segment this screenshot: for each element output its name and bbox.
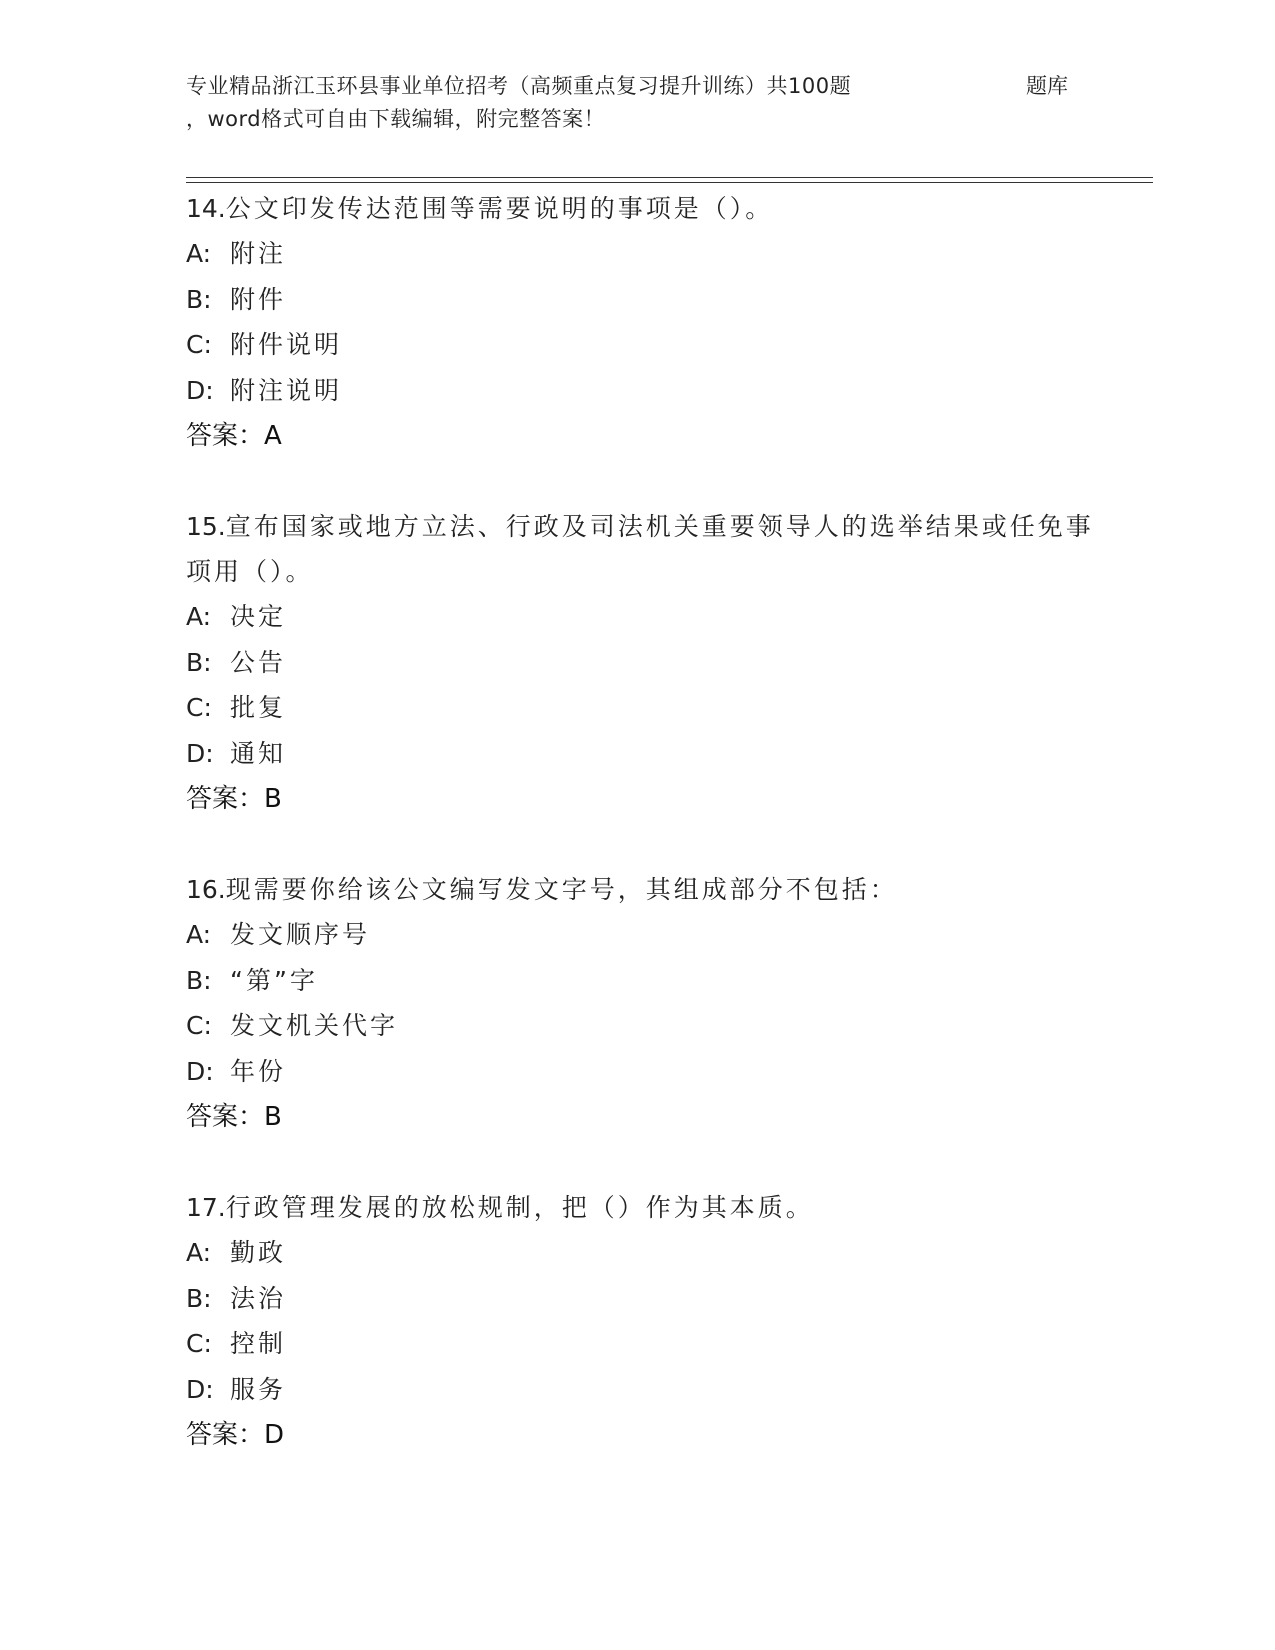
option-d <box>186 1049 1116 1095</box>
answer-value: B <box>264 784 282 814</box>
answer-value: A <box>264 421 282 451</box>
option-text: 决定 <box>230 602 287 631</box>
option-letter: C: <box>186 693 212 722</box>
option-letter: A: <box>186 1238 212 1267</box>
option-text: 批复 <box>230 693 287 722</box>
question-item <box>186 1185 1116 1458</box>
question-number: 17. <box>186 1193 226 1222</box>
answer-line <box>186 1412 1116 1458</box>
option-c <box>186 1003 1116 1049</box>
page-header <box>186 70 1146 136</box>
option-b <box>186 958 1116 1004</box>
option-a <box>186 1230 1116 1276</box>
question-spacer <box>186 459 1116 504</box>
option-text: 控制 <box>230 1329 287 1358</box>
option-b <box>186 640 1116 686</box>
option-text: 附件 <box>230 284 287 314</box>
option-text: 附件说明 <box>230 330 343 359</box>
option-letter: C: <box>186 1011 212 1040</box>
question-item <box>186 186 1116 459</box>
option-text: 发文顺序号 <box>230 920 371 949</box>
question-stem <box>186 867 1116 912</box>
question-list <box>186 186 1116 1458</box>
answer-label: 答案： <box>186 1102 265 1132</box>
option-letter: D: <box>186 1056 214 1086</box>
question-spacer <box>186 1140 1116 1185</box>
option-letter: C: <box>186 330 212 359</box>
option-letter: A: <box>186 920 212 949</box>
option-letter: B: <box>186 284 212 314</box>
option-a <box>186 231 1116 277</box>
option-letter: D: <box>186 1374 214 1404</box>
answer-value: D <box>264 1420 285 1450</box>
option-c <box>186 685 1116 731</box>
option-letter: B: <box>186 647 212 677</box>
option-text: 附注说明 <box>230 375 343 405</box>
question-number: 16. <box>186 875 226 904</box>
question-stem <box>186 1185 1116 1230</box>
question-text: 现需要你给该公文编写发文字号，其组成部分不包括： <box>225 875 898 904</box>
option-letter: B: <box>186 1283 212 1313</box>
answer-label: 答案： <box>186 1420 265 1450</box>
option-text: 法治 <box>230 1283 287 1313</box>
document-title: 专业精品浙江玉环县事业单位招考（高频重点复习提升训练）共100题 <box>186 74 852 98</box>
option-letter: C: <box>186 1329 212 1358</box>
option-text: 服务 <box>230 1374 287 1404</box>
option-c <box>186 322 1116 368</box>
option-d <box>186 1367 1116 1413</box>
option-letter: D: <box>186 738 214 768</box>
header-line <box>186 70 1146 103</box>
question-stem <box>186 186 1116 231</box>
answer-line <box>186 776 1116 822</box>
answer-line <box>186 1094 1116 1140</box>
option-text: 勤政 <box>230 1238 287 1267</box>
answer-label: 答案： <box>186 421 265 451</box>
option-a <box>186 912 1116 958</box>
option-text: 年份 <box>230 1056 287 1086</box>
question-text: 行政管理发展的放松规制，把（）作为其本质。 <box>225 1193 814 1222</box>
option-d <box>186 368 1116 414</box>
option-text: 公告 <box>230 647 287 677</box>
question-number: 15. <box>186 512 226 541</box>
option-text: 发文机关代字 <box>230 1011 399 1040</box>
option-text: 通知 <box>230 738 287 768</box>
option-c <box>186 1321 1116 1367</box>
header-right-label: 题库 <box>1026 74 1068 98</box>
document-subtitle: ，word格式可自由下载编辑，附完整答案！ <box>186 107 606 131</box>
header-divider-top <box>186 177 1153 178</box>
question-item <box>186 867 1116 1140</box>
option-text: 附注 <box>230 239 287 268</box>
option-b <box>186 277 1116 323</box>
question-text: 宣布国家或地方立法、行政及司法机关重要领导人的选举结果或任免事项用（）。 <box>186 512 1094 586</box>
option-letter: A: <box>186 239 212 268</box>
option-d <box>186 731 1116 777</box>
answer-line <box>186 413 1116 459</box>
option-letter: B: <box>186 965 212 995</box>
question-stem <box>186 504 1116 594</box>
question-number: 14. <box>186 194 226 223</box>
question-text: 公文印发传达范围等需要说明的事项是（）。 <box>225 194 774 223</box>
option-a <box>186 594 1116 640</box>
answer-label: 答案： <box>186 784 265 814</box>
option-letter: D: <box>186 375 214 405</box>
question-item <box>186 504 1116 822</box>
header-divider-bottom <box>186 182 1153 183</box>
option-text: “第”字 <box>230 965 318 995</box>
question-spacer <box>186 822 1116 867</box>
answer-value: B <box>264 1102 282 1132</box>
option-letter: A: <box>186 602 212 631</box>
option-b <box>186 1276 1116 1322</box>
